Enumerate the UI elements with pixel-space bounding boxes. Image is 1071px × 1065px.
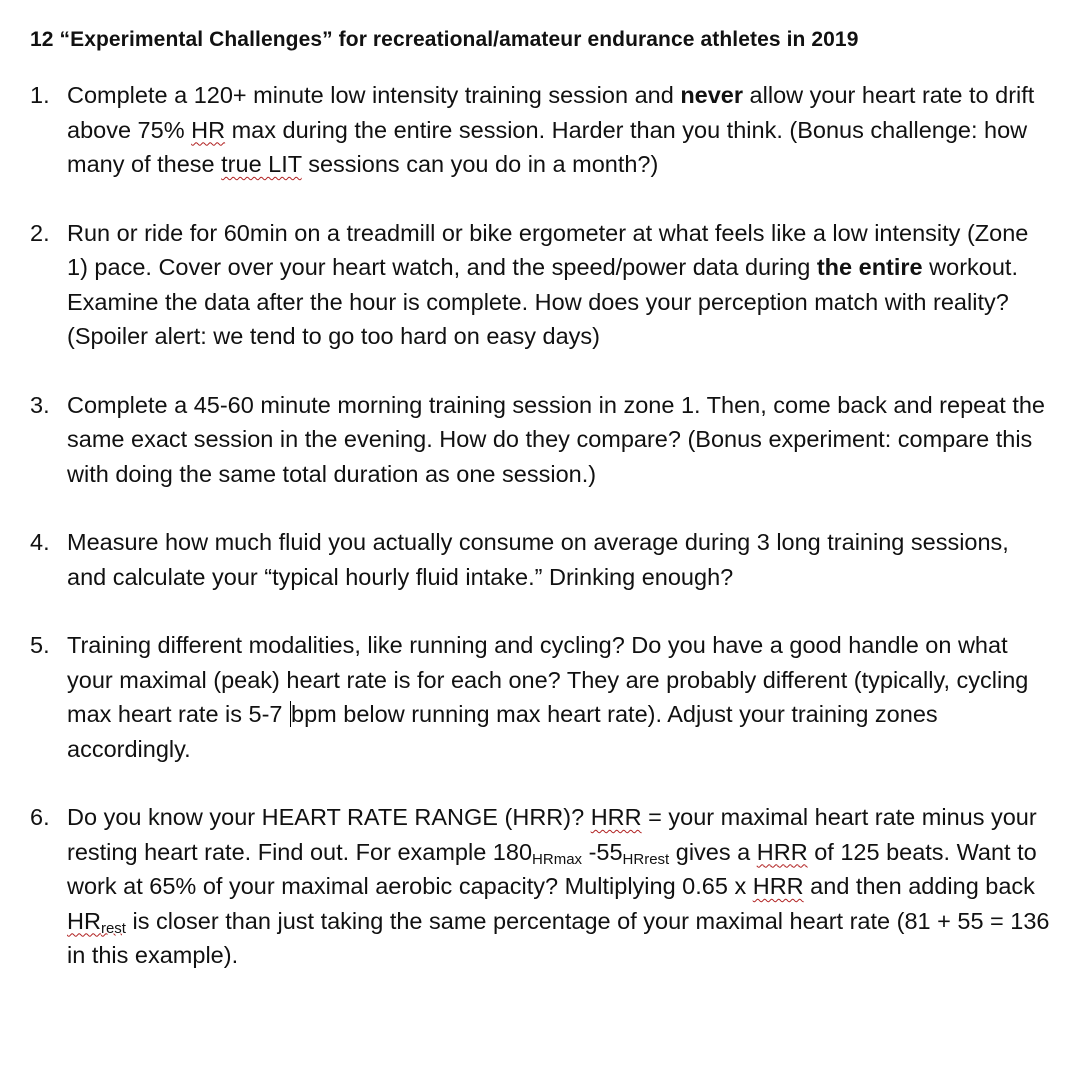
item-number: 1.	[30, 82, 50, 108]
challenge-item-3	[30, 388, 1051, 492]
spellcheck-underlined-word	[67, 907, 126, 937]
subscript: HRmax	[532, 850, 583, 868]
item-number: 2.	[30, 219, 50, 246]
text-run: -55	[582, 838, 623, 865]
text-run: = your maximal heart rate minus your resting heart rate. Find out. For example 180	[67, 804, 1037, 865]
challenge-item-6	[30, 800, 1051, 973]
text-run: bpm below running max heart rate). Adjust your training zones accordingly.	[67, 701, 938, 762]
text-run: is closer than just taking the same percentage of your maximal heart rate (81 + 55 = 136 in this example).	[67, 907, 1050, 968]
bold-emphasis: the entire	[816, 254, 923, 280]
item-text	[67, 800, 1051, 973]
text-run: and then adding back	[803, 873, 1035, 899]
subscript: rest	[100, 919, 126, 937]
text-run: Run or ride for 60min on a treadmill or bike ergometer at what feels like a low intensity (Zone 1) pace. Cover over your heart watch, and the speed/power data during	[67, 219, 1029, 280]
spellcheck-underlined-word: HRR	[756, 838, 808, 865]
text-run: allow your heart rate to drift above 75%	[67, 82, 1035, 143]
item-text	[67, 628, 1051, 766]
item-number: 3.	[30, 391, 50, 418]
spellcheck-underlined-word: true LIT	[221, 151, 302, 177]
spellcheck-underlined-word: HR	[191, 116, 226, 143]
item-number: 5.	[30, 632, 50, 658]
challenge-list	[30, 78, 1051, 973]
item-number: 4.	[30, 529, 50, 555]
text-run: gives a	[669, 838, 757, 865]
item-text: Measure how much fluid you actually consume on average during 3 long training sessions, and calculate your “typical hourly fluid intake.” Drinking enough?	[67, 529, 1009, 590]
item-number: 6.	[30, 804, 50, 830]
hrr-term: HRR	[512, 804, 564, 830]
subscript: HRrest	[622, 850, 670, 868]
item-text: Complete a 45-60 minute morning training session in zone 1. Then, come back and repeat the same exact session in the evening. How do they compare? (Bonus experiment: compare this with doing the same total duration as one session.)	[67, 391, 1046, 487]
text-run: Do you know your HEART RATE RANGE (	[67, 804, 513, 830]
text-run: Training different modalities, like running and cycling? Do you have a good handle on what your maximal (peak) heart rate is for each one? They are probably different (typically, cycling max heart rate is 5-7	[67, 632, 1029, 727]
item-text	[67, 216, 1051, 354]
challenge-item-5	[30, 628, 1051, 766]
item-text	[67, 78, 1051, 182]
challenge-item-4	[30, 525, 1051, 594]
text-run: workout. Examine the data after the hour is complete. How does your perception match with reality? (Spoiler alert: we tend to go too hard on easy days)	[67, 254, 1018, 349]
text-run: Complete a 120+ minute low intensity training session and	[67, 82, 681, 108]
text-run: max during the entire session. Harder than you think. (Bonus challenge: how many of these	[67, 116, 1028, 177]
text-run: sessions can you do in a month?)	[301, 151, 659, 177]
spellcheck-underlined-word: HRR	[590, 804, 642, 830]
text-run: of 125 beats. Want to work at 65% of your maximal aerobic capacity? Multiplying 0.65 x	[67, 838, 1037, 899]
challenge-item-1	[30, 78, 1051, 182]
bold-emphasis: never	[680, 82, 744, 108]
text-run: )?	[563, 804, 591, 830]
challenge-item-2	[30, 216, 1051, 354]
spellcheck-underlined-word: HRR	[752, 873, 804, 899]
hr-term: HR	[67, 907, 101, 934]
document-title: 12 “Experimental Challenges” for recreational/amateur endurance athletes in 2019	[30, 28, 859, 51]
